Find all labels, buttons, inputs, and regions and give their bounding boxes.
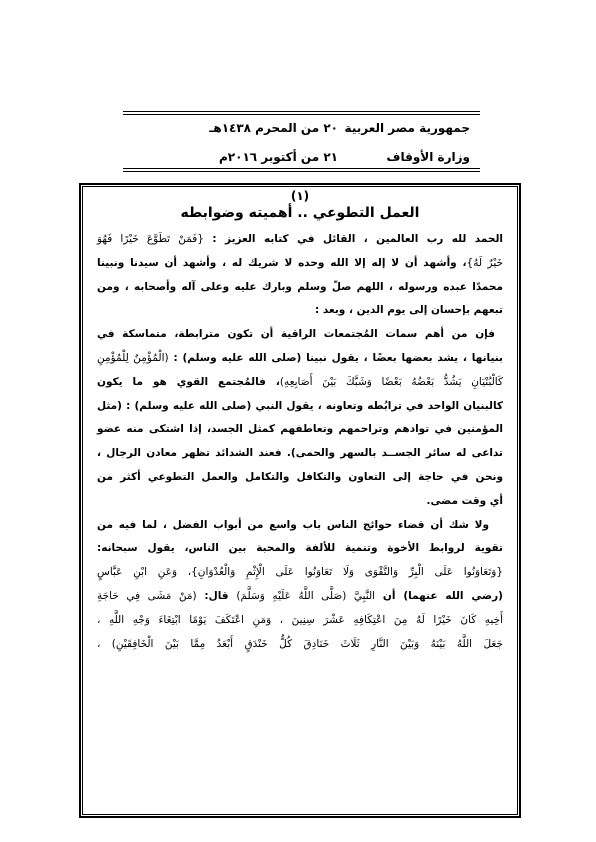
quran-quote: {وَتَعَاوَنُوا عَلَى الْبِرِّ وَالتَّقْوَى وَلَا تَعَاوَنُوا عَلَى الْإِثْمِ وَالْعُدْوَانِ}، وَعَنِ ابْنِ عَبَّاسٍ: [97, 566, 503, 579]
quran-quote: {فَمَنْ تَطَوَّعَ خَيْرًا فَهُوَ: [97, 233, 204, 245]
text-line: [97, 276, 503, 300]
document-header: [123, 111, 480, 172]
hadith-quote: النَّبِيَّ (صَلَّى اللَّهُ عَلَيْهِ وَسَلَّمَ): [236, 589, 376, 602]
text-line: [97, 490, 503, 514]
hadith-quote: كَالْبُنْيَانِ يَشُدُّ بَعْضُهُ بَعْضًا وَشَبَّكَ بَيْنَ أَصَابِعِهِ): [279, 375, 504, 388]
body-text: ولا شك أن قضاء حوائج الناس باب واسع من أبواب الفضل ، لما فيه من: [97, 518, 489, 531]
body-text: كالبنيان الواحد في ترابُطه وتعاونه ، يقول النبي (صلى الله عليه وسلم) : (مثل: [97, 399, 503, 412]
text-line: [97, 561, 503, 585]
body-text: (رضي الله عنهما) أن: [375, 589, 503, 602]
paragraph: [97, 514, 503, 657]
body-text: فإن من أهم سمات المُجتمعات الراقية أن تكون مترابطة، متماسكة في: [97, 328, 495, 341]
text-line: [97, 395, 503, 419]
text-line: [97, 347, 503, 371]
text-line: [97, 633, 503, 657]
sermon-frame: [79, 183, 521, 818]
body-text: أي وقت مضى.: [426, 494, 503, 507]
paragraph: [97, 228, 503, 323]
sermon-title: العمل التطوعي .. أهميته وضوابطه: [180, 205, 420, 221]
hadith-quote: (الْمُؤْمِنُ لِلْمُؤْمِنِ: [97, 351, 169, 364]
body-text: تقوية لروابط الأخوة وتنمية للألفة والمحبة بين الناس، يقول سبحانه:: [97, 542, 503, 555]
text-line: [97, 299, 503, 323]
body-text: ونحن في حاجة إلى التعاون والتكافل والتكامل والعمل التطوعي أكثر من: [97, 470, 503, 483]
ministry-name: وزارة الأوقاف: [386, 150, 470, 164]
country-name: جمهورية مصر العربية: [344, 121, 470, 135]
body-text: ، فالمُجتمع القوي هو ما يكون: [97, 375, 280, 388]
hadith-quote: جَعَلَ اللَّهُ بَيْنَهُ وَبَيْنَ النَّارِ ثَلَاثَ خَنَادِقَ كُلُّ خَنْدَقٍ أَبْعَدُ مِمَّا بَيْنَ الْخَافِقَيْنِ) ،: [97, 637, 503, 650]
text-line: [97, 609, 503, 633]
hadith-quote: (مَنْ مَشَى فِي حَاجَةِ: [97, 589, 197, 602]
body-text: تبعهم بإحسان إلى يوم الدين ، وبعد :: [315, 304, 503, 317]
body-text: بنيانها ، يشد بعضها بعضًا ، يقول نبينا (صلى الله عليه وسلم) :: [168, 351, 503, 364]
text-line: [97, 466, 503, 490]
text-line: [97, 514, 503, 538]
sermon-number: (١): [290, 189, 310, 203]
body-text: الحمد لله رب العالمين ، القائل في كتابه العزيز :: [203, 233, 503, 245]
text-line: [97, 228, 503, 252]
quran-quote: خَيْرٌ لَهُ}: [466, 256, 503, 269]
text-line: [97, 418, 503, 442]
body-text: ، وأشهد أن لا إله إلا الله وحده لا شريك له ، وأشهد أن سيدنا ونبينا: [97, 256, 467, 269]
hijri-date: ٢٠ من المحرم ١٤٣٨هـ: [209, 121, 338, 135]
text-line: [97, 371, 503, 395]
sermon-body: [97, 228, 503, 656]
text-line: [97, 585, 503, 609]
body-text: محمدًا عبده ورسوله ، اللهم صلّ وسلم وبارك عليه وعلى آله وأصحابه ، ومن: [97, 280, 503, 293]
text-line: [97, 323, 503, 347]
text-line: [97, 537, 503, 561]
hadith-quote: أَخِيهِ كَانَ خَيْرًا لَهُ مِنَ اعْتِكَافِهِ عَشْرَ سِنِينَ ، وَمَنِ اعْتَكَفَ يَوْمًا ابْتِغَاءَ وَجْهِ اللَّهِ ،: [97, 613, 503, 626]
body-text: قال:: [196, 589, 237, 602]
text-line: [97, 442, 503, 466]
body-text: المؤمنين في توادهم وتراحمهم وتعاطفهم كمثل الجسد، إذا اشتكى منه عضو: [97, 423, 503, 436]
text-line: [97, 252, 503, 276]
body-text: تداعى له سائر الجســد بالسهر والحمى). فعند الشدائد تظهر معادن الرجال ،: [97, 447, 503, 460]
paragraph: [97, 323, 503, 513]
gregorian-date: ٢١ من أكتوبر ٢٠١٦م: [219, 150, 338, 164]
